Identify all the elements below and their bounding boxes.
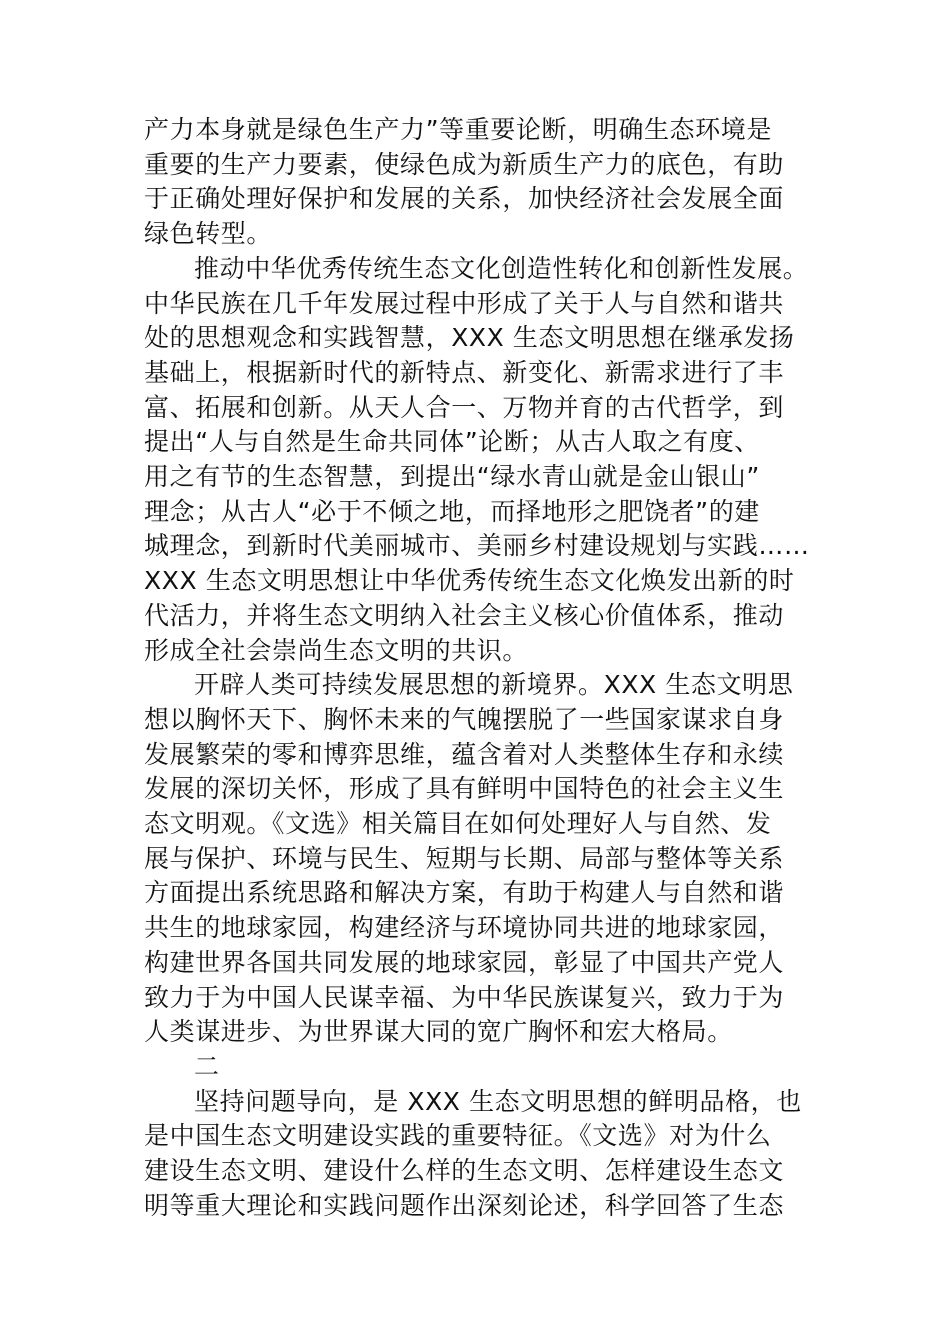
- text-line: 人类谋进步、为世界谋大同的宽广胸怀和宏大格局。: [144, 1017, 733, 1047]
- text-line: 推动中华优秀传统生态文化创造性转化和创新性发展。: [194, 253, 809, 283]
- paragraph-problem-orientation: [144, 1085, 810, 1224]
- text-line: 是中国生态文明建设实践的重要特征。《文选》对为什么: [144, 1121, 772, 1151]
- text-line: 代活力，并将生态文明纳入社会主义核心价值体系，推动: [144, 600, 785, 630]
- paragraph-sustainable-development: [144, 668, 810, 1050]
- paragraph-continuation: [144, 113, 810, 252]
- text-line: 建设生态文明、建设什么样的生态文明、怎样建设生态文: [144, 1156, 785, 1186]
- text-line: 明等重大理论和实践问题作出深刻论述，科学回答了生态: [144, 1190, 785, 1220]
- text-line: 重要的生产力要素，使绿色成为新质生产力的底色，有助: [144, 149, 785, 179]
- text-line: 方面提出系统思路和解决方案，有助于构建人与自然和谐: [144, 878, 785, 908]
- text-line: 坚持问题导向，是 XXX 生态文明思想的鲜明品格，也: [194, 1086, 802, 1116]
- paragraph-traditional-culture: [144, 252, 810, 668]
- text-line: 绿色转型。: [144, 219, 273, 249]
- text-line: 理念；从古人“必于不倾之地，而择地形之肥饶者”的建: [144, 496, 760, 526]
- text-line: 提出“人与自然是生命共同体”论断；从古人取之有度、: [144, 427, 760, 457]
- text-line: 中华民族在几千年发展过程中形成了关于人与自然和谐共: [144, 288, 785, 318]
- text-line: 发展的深切关怀，形成了具有鲜明中国特色的社会主义生: [144, 774, 785, 804]
- document-body: [144, 113, 810, 1224]
- section-number: 二: [194, 1051, 220, 1081]
- text-line: 展与保护、环境与民生、短期与长期、局部与整体等关系: [144, 843, 785, 873]
- text-line: 形成全社会崇尚生态文明的共识。: [144, 635, 529, 665]
- text-line: 于正确处理好保护和发展的关系，加快经济社会发展全面: [144, 184, 785, 214]
- text-line: 构建世界各国共同发展的地球家园，彰显了中国共产党人: [144, 947, 785, 977]
- text-line: 态文明观。《文选》相关篇目在如何处理好人与自然、发: [144, 809, 772, 839]
- text-line: 共生的地球家园，构建经济与环境协同共进的地球家园，: [144, 913, 785, 943]
- text-line: XXX 生态文明思想让中华优秀传统生态文化焕发出新的时: [144, 566, 795, 596]
- text-line: 开辟人类可持续发展思想的新境界。XXX 生态文明思: [194, 670, 794, 700]
- text-line: 城理念，到新时代美丽城市、美丽乡村建设规划与实践……: [144, 531, 810, 561]
- text-line: 发展繁荣的零和博弈思维，蕴含着对人类整体生存和永续: [144, 739, 785, 769]
- text-line: 基础上，根据新时代的新特点、新变化、新需求进行了丰: [144, 357, 785, 387]
- text-line: 富、拓展和创新。从天人合一、万物并育的古代哲学，到: [144, 392, 785, 422]
- text-line: 致力于为中国人民谋幸福、为中华民族谋复兴，致力于为: [144, 982, 785, 1012]
- text-line: 用之有节的生态智慧，到提出“绿水青山就是金山银山”: [144, 462, 760, 492]
- text-line: 产力本身就是绿色生产力”等重要论断，明确生态环境是: [144, 115, 772, 144]
- text-line: 想以胸怀天下、胸怀未来的气魄摆脱了一些国家谋求自身: [144, 704, 785, 734]
- section-heading-two: [144, 1050, 810, 1085]
- text-line: 处的思想观念和实践智慧，XXX 生态文明思想在继承发扬: [144, 323, 795, 353]
